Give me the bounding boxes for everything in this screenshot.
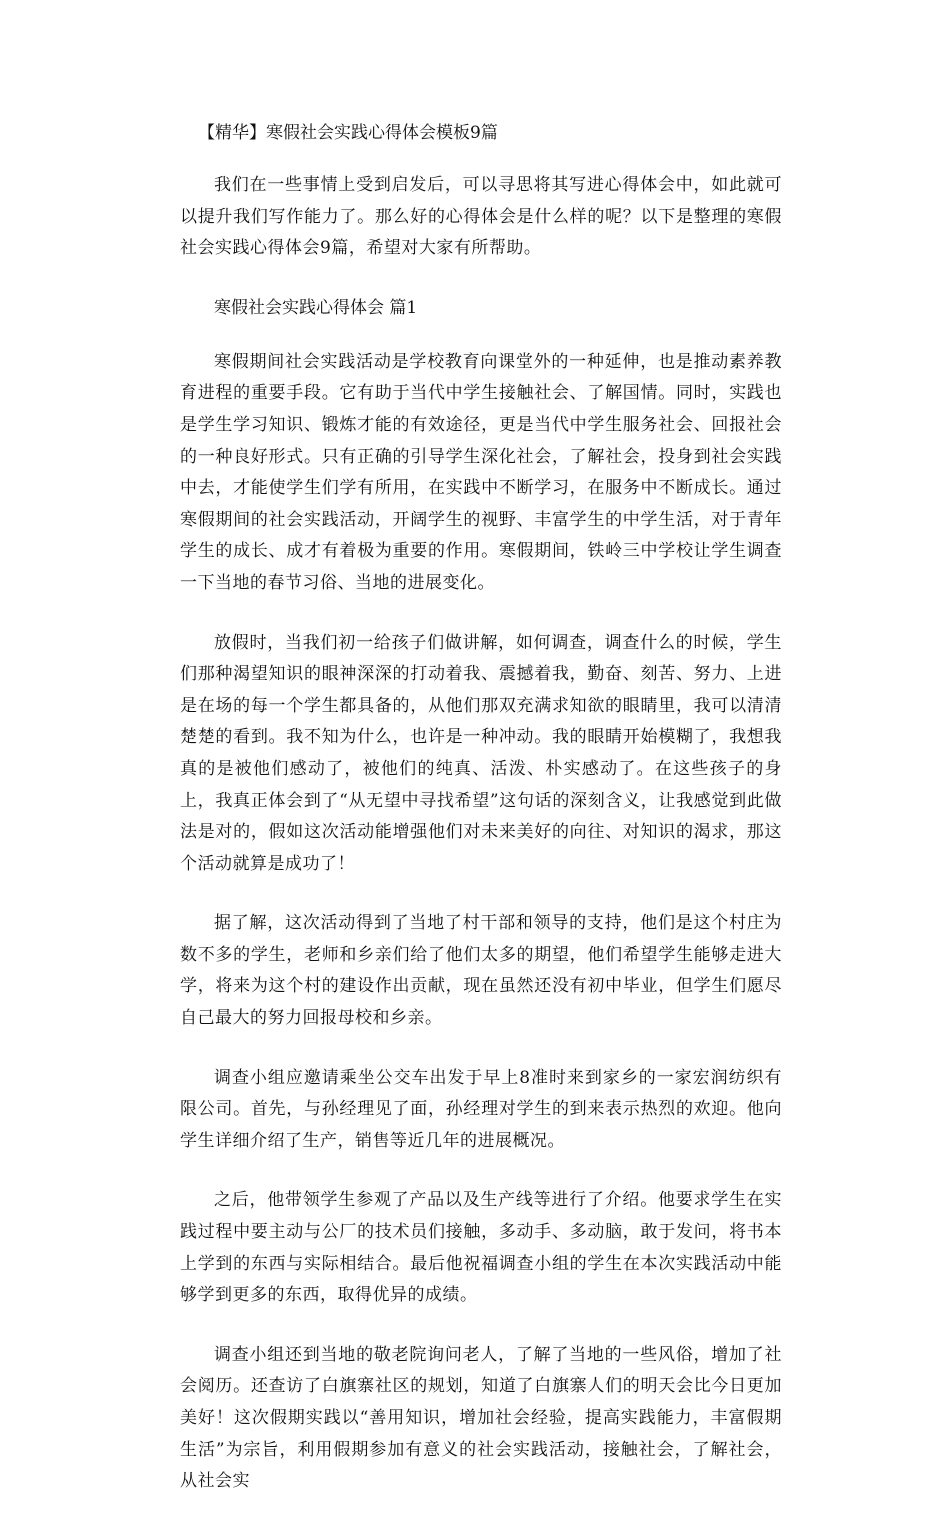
body-paragraph: 据了解，这次活动得到了当地了村干部和领导的支持，他们是这个村庄为数不多的学生，老师和乡亲们给了他们太多的期望，他们希望学生能够走进大学，将来为这个村的建设作出贡献，现在虽然还没有初中毕业，但学生们愿尽自己最大的努力回报母校和乡亲。 <box>180 913 782 1029</box>
document-title: 【精华】寒假社会实践心得体会模板9篇 <box>198 123 498 143</box>
body-paragraph: 放假时，当我们初一给孩子们做讲解，如何调查，调查什么的时候，学生们那种渴望知识的眼神深深的打动着我、震撼着我，勤奋、刻苦、努力、上进是在场的每一个学生都具备的，从他们那双充满求知欲的眼睛里，我可以清清楚楚的看到。我不知为什么，也许是一种冲动。我的眼睛开始模糊了，我想我真的是被他们感动了，被他们的纯真、活泼、朴实感动了。在这些孩子的身上，我真正体会到了“从无望中寻找希望”这句话的深刻含义，让我感觉到此做法是对的，假如这次活动能增强他们对未来美好的向往、对知识的渴求，那这个活动就算是成功了！ <box>180 632 782 874</box>
body-paragraph: 之后，他带领学生参观了产品以及生产线等进行了介绍。他要求学生在实践过程中要主动与公厂的技术员们接触，多动手、多动脑，敢于发问，将书本上学到的东西与实际相结合。最后他祝福调查小组的学生在本次实践活动中能够学到更多的东西，取得优异的成绩。 <box>180 1190 782 1306</box>
document-body <box>180 118 782 1526</box>
body-paragraph: 调查小组应邀请乘坐公交车出发于早上8准时来到家乡的一家宏润纺织有限公司。首先，与孙经理见了面，孙经理对学生的到来表示热烈的欢迎。他向学生详细介绍了生产，销售等近几年的进展概况。 <box>180 1067 782 1151</box>
body-paragraph: 寒假期间社会实践活动是学校教育向课堂外的一种延伸，也是推动素养教育进程的重要手段。它有助于当代中学生接触社会、了解国情。同时，实践也是学生学习知识、锻炼才能的有效途径，更是当代中学生服务社会、回报社会的一种良好形式。只有正确的引导学生深化社会，了解社会，投身到社会实践中去，才能使学生们学有所用，在实践中不断学习，在服务中不断成长。通过寒假期间的社会实践活动，开阔学生的视野、丰富学生的中学生活，对于青年学生的成长、成才有着极为重要的作用。寒假期间，铁岭三中学校让学生调查一下当地的春节习俗、当地的进展变化。 <box>180 351 782 593</box>
intro-paragraph: 我们在一些事情上受到启发后，可以寻思将其写进心得体会中，如此就可以提升我们写作能力了。那么好的心得体会是什么样的呢？以下是整理的寒假社会实践心得体会9篇，希望对大家有所帮助。 <box>180 175 782 259</box>
body-paragraph: 调查小组还到当地的敬老院询问老人，了解了当地的一些风俗，增加了社会阅历。还查访了白旗寨社区的规划，知道了白旗寨人们的明天会比今日更加美好！这次假期实践以“善用知识，增加社会经验，提高实践能力，丰富假期生活”为宗旨，利用假期参加有意义的社会实践活动，接触社会，了解社会，从社会实 <box>180 1344 782 1492</box>
section-title: 寒假社会实践心得体会 篇1 <box>214 297 418 318</box>
